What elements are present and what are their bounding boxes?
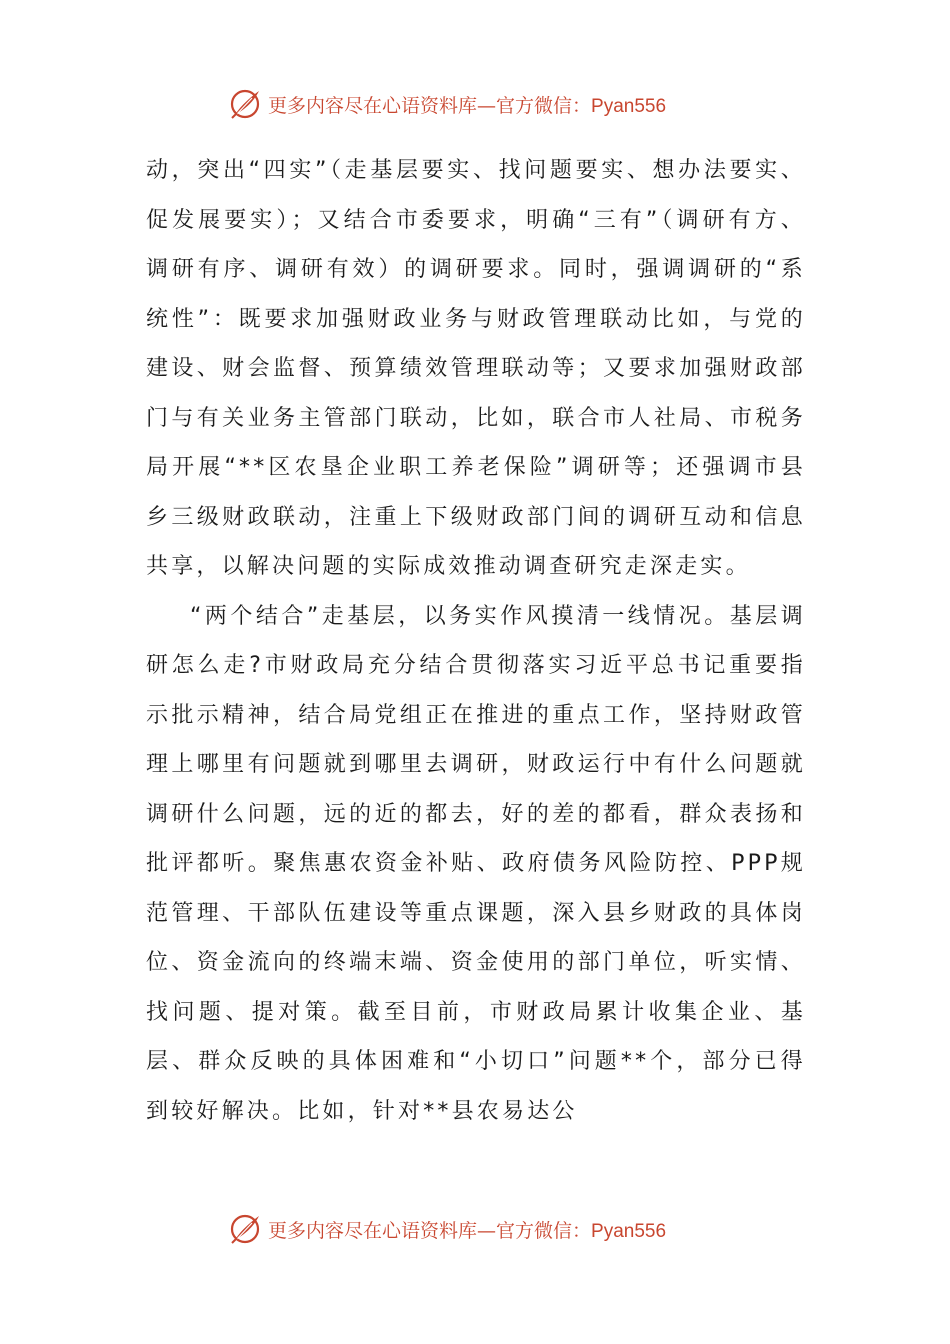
header-watermark (228, 86, 666, 122)
watermark-brand: 更多内容尽在心语资料库 (268, 94, 478, 117)
watermark-separator: — (477, 1219, 497, 1242)
feather-pen-logo-icon (228, 1212, 262, 1246)
watermark-wechat-id: Pyan556 (591, 1220, 667, 1242)
feather-pen-logo-icon (228, 87, 262, 121)
watermark-text (268, 1216, 666, 1243)
watermark-separator: — (477, 94, 497, 117)
footer-watermark (228, 1211, 666, 1247)
watermark-wechat-id: Pyan556 (591, 95, 667, 117)
watermark-brand: 更多内容尽在心语资料库 (268, 1219, 478, 1242)
watermark-text (268, 91, 666, 118)
body-text (146, 146, 806, 1136)
paragraph: 动，突出“四实”（走基层要实、找问题要实、想办法要实、促发展要实）；又结合市委要求，明确“三有”（调研有方、调研有序、调研有效）的调研要求。同时，强调调研的“系统性”：既要求加强财政业务与财政管理联动比如，与党的建设、财会监督、预算绩效管理联动等；又要求加强财政部门与有关业务主管部门联动，比如，联合市人社局、市税务局开展“**区农垦企业职工养老保险”调研等；还强调市县乡三级财政联动，注重上下级财政部门间的调研互动和信息共享，以解决问题的实际成效推动调查研究走深走实。 (146, 158, 806, 579)
paragraph: “两个结合”走基层，以务实作风摸清一线情况。基层调研怎么走?市财政局充分结合贯彻落实习近平总书记重要指示批示精神，结合局党组正在推进的重点工作，坚持财政管理上哪里有问题就到哪里去调研，财政运行中有什么问题就调研什么问题，远的近的都去，好的差的都看，群众表扬和批评都听。聚焦惠农资金补贴、政府债务风险防控、PPP规范管理、干部队伍建设等重点课题，深入县乡财政的具体岗位、资金流向的终端末端、资金使用的部门单位，听实情、找问题、提对策。截至目前，市财政局累计收集企业、基层、群众反映的具体困难和“小切口”问题**个，部分已得到较好解决。比如，针对**县农易达公 (146, 603, 806, 1124)
watermark-wechat-label: 官方微信： (496, 1219, 592, 1242)
watermark-wechat-label: 官方微信： (496, 94, 592, 117)
